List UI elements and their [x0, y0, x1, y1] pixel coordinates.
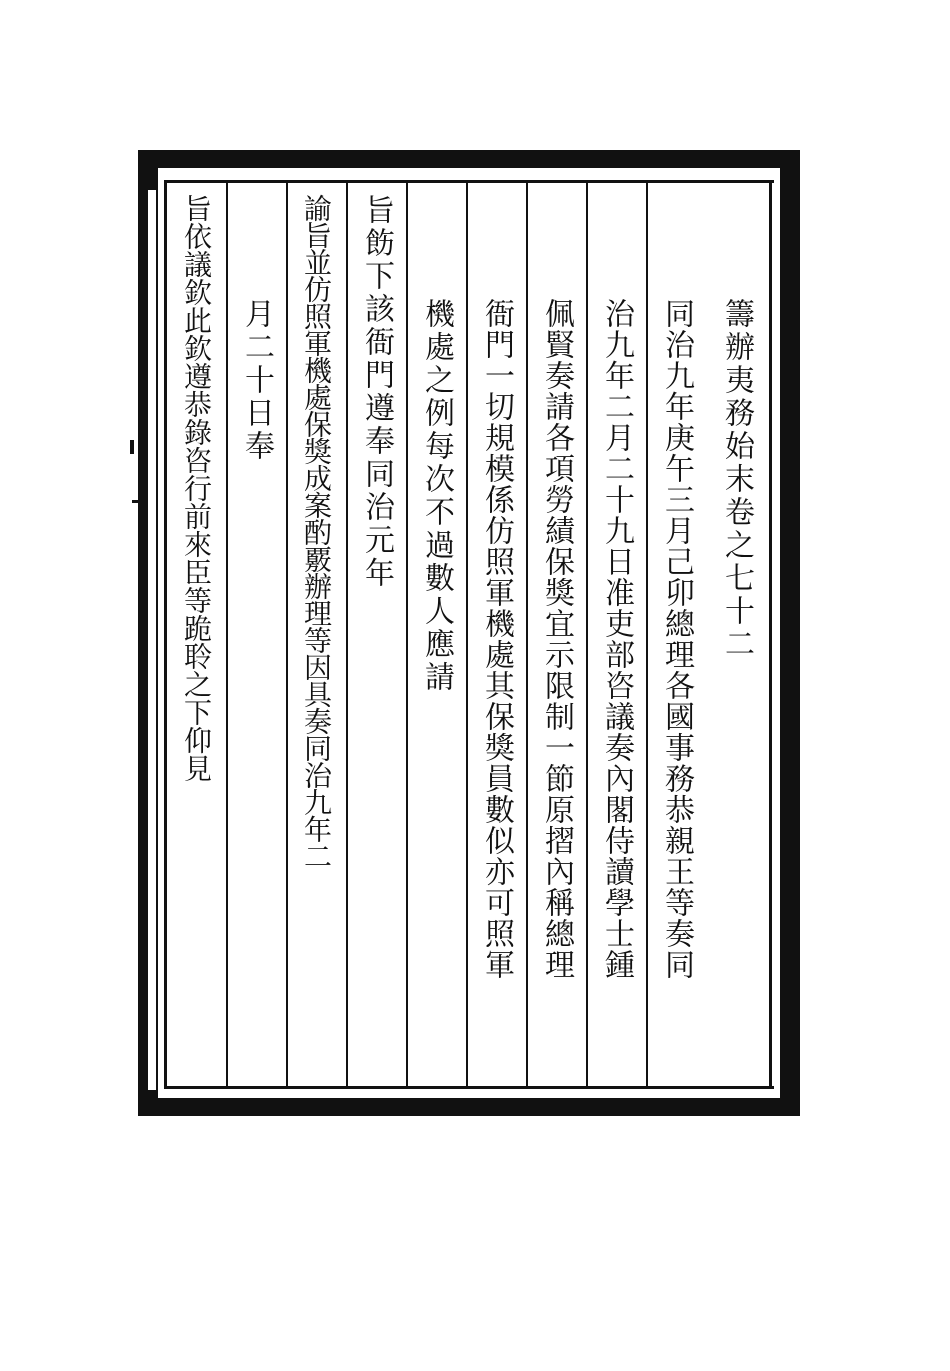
text-column-1 [714, 298, 758, 661]
column-text: 月二十日奉 [239, 298, 274, 463]
text-column-3 [594, 298, 638, 980]
scan-tick [138, 470, 141, 480]
column-divider [346, 183, 348, 1086]
frame-bottom-border [138, 1098, 800, 1116]
text-column-10 [174, 194, 218, 782]
text-column-9 [234, 298, 278, 463]
column-divider [406, 183, 408, 1086]
text-column-5 [474, 298, 518, 980]
column-divider [286, 183, 288, 1086]
column-text: 旨依議欽此欽遵恭錄咨行前來臣等跪聆之下仰見 [180, 194, 213, 782]
column-text: 機處之例每次不過數人應請 [419, 298, 454, 694]
column-text: 治九年二月二十九日准吏部咨議奏內閣侍讀學士鍾 [599, 298, 634, 980]
text-column-4 [534, 298, 578, 980]
text-column-7 [354, 194, 398, 590]
text-column-2 [654, 298, 698, 980]
inner-rule-left [164, 180, 167, 1088]
inner-rule-top [164, 180, 774, 183]
column-text: 衙門一切規模係仿照軍機處其保獎員數似亦可照軍 [479, 298, 514, 980]
column-divider [466, 183, 468, 1086]
frame-left-gap [148, 190, 156, 1090]
column-text: 旨飭下該衙門遵奉同治元年 [359, 194, 394, 590]
text-column-6 [414, 298, 458, 694]
column-divider [526, 183, 528, 1086]
column-text: 同治九年庚午三月己卯總理各國事務恭親王等奏同 [659, 298, 694, 980]
inner-rule-right [769, 180, 772, 1088]
column-divider [586, 183, 588, 1086]
column-divider [646, 183, 648, 1086]
scan-margin-marks [128, 430, 150, 550]
scan-tick [130, 440, 134, 454]
text-column-8 [294, 194, 338, 869]
column-text: 籌辦夷務始末卷之七十二 [719, 298, 754, 661]
column-text: 佩賢奏請各項勞績保獎宜示限制一節原摺內稱總理 [539, 298, 574, 980]
column-divider [226, 183, 228, 1086]
frame-top-border [138, 150, 800, 168]
inner-rule-bottom [164, 1086, 774, 1089]
column-text: 諭旨並仿照軍機處保獎成案酌覈辦理等因具奏同治九年二 [300, 194, 333, 869]
scan-tick [132, 500, 138, 503]
frame-right-border [780, 150, 800, 1116]
page-frame [138, 150, 800, 1120]
